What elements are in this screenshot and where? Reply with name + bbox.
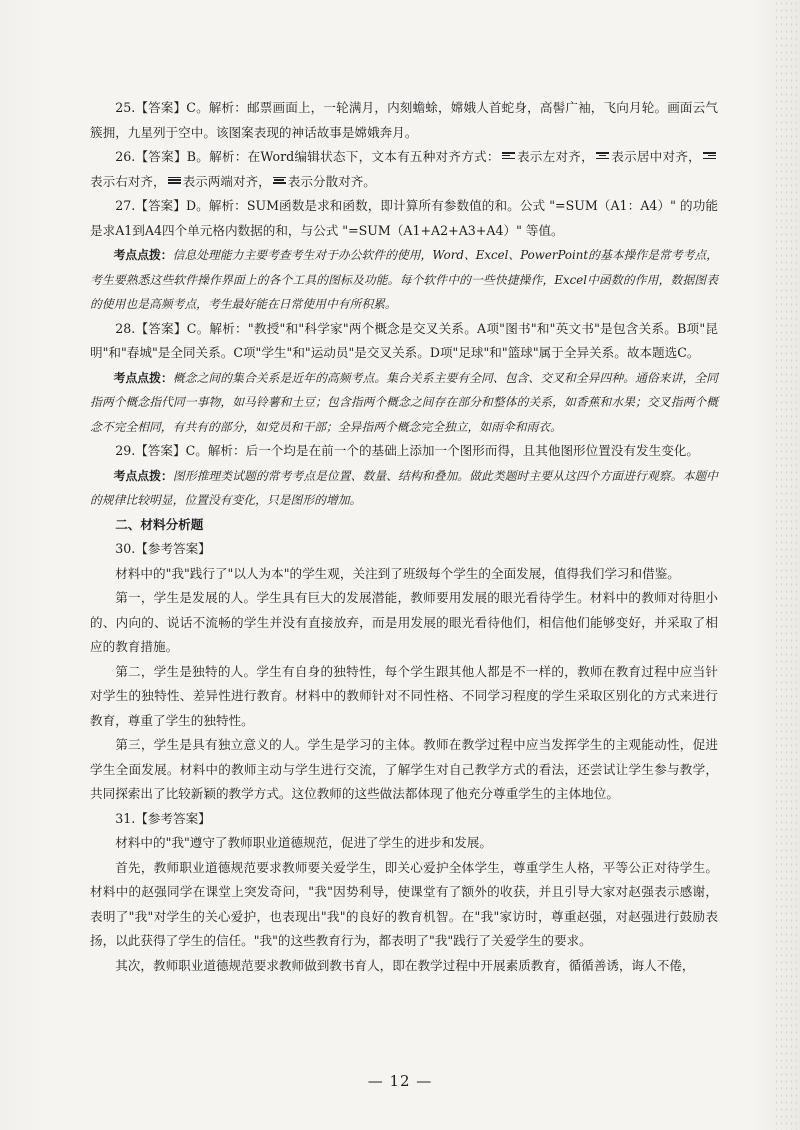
answer-29: 29.【答案】C。解析：后一个均是在前一个的基础上添加一个图形而得，且其他图形位置没有发生变化。 (115, 443, 699, 458)
answer-31-point-1: 首先，教师职业道德规范要求教师要关爱学生，即关心爱护全体学生，尊重学生人格，平等公正对待学生。材料中的赵强同学在课堂上突发奇问，"我"因势利导，使课堂有了额外的收获，并且引导大家对赵强表示感谢，表明了"我"对学生的关心爱护，也表现出"我"的良好的教育机智。在"我"家访时，尊重赵强，对赵强进行鼓励表扬，以此获得了学生的信任。"我"的这些教育行为，都表明了"我"践行了关爱学生的要求。 (90, 859, 718, 948)
section-heading-material-analysis: 二、材料分析题 (115, 516, 204, 532)
answer-30-point-3: 第三，学生是具有独立意义的人。学生是学习的主体。教师在教学过程中应当发挥学生的主观能动性，促进学生全面发展。材料中的教师主动与学生进行交流，了解学生对自己教学方式的看法，还尝试让学生参与教学，共同探索出了比较新颖的教学方式。这位教师的这些做法都体现了他充分尊重学生的主体地位。 (90, 737, 718, 801)
tip-29: 考点点拨：图形推理类试题的常考考点是位置、数量、结构和叠加。做此类题时主要从这四个方面进行观察。本题中的规律比较明显，位置没有变化，只是图形的增加。 (90, 468, 718, 507)
answer-30-heading: 30.【参考答案】 (115, 541, 211, 556)
answer-content (90, 96, 718, 978)
page-edge-shadow (774, 0, 800, 1130)
align-distributed-icon (273, 177, 286, 187)
align-justify-icon (168, 177, 181, 187)
answer-31-intro: 材料中的"我"遵守了教师职业道德规范，促进了学生的进步和发展。 (115, 835, 492, 850)
answer-26: 26.【答案】B。解析：在Word编辑状态下，文本有五种对齐方式： 表示左对齐， 表示居中对齐， 表示右对齐， 表示两端对齐， 表示分散对齐。 (90, 145, 718, 194)
answer-28: 28.【答案】C。解析："教授"和"科学家"两个概念是交叉关系。A项"图书"和"英文书"是包含关系。B项"昆明"和"春城"是全同关系。C项"学生"和"运动员"是交叉关系。D项"足球"和"篮球"属于全异关系。故本题选C。 (90, 320, 718, 360)
answer-27: 27.【答案】D。解析：SUM函数是求和函数，即计算所有参数值的和。公式 "=SUM（A1：A4）" 的功能是求A1到A4四个单元格内数据的和，与公式 "=SUM（A1+A2+A3+A4）" 等值。 (90, 198, 718, 238)
answer-30-point-1: 第一，学生是发展的人。学生具有巨大的发展潜能，教师要用发展的眼光看待学生。材料中的教师对待胆小的、内向的、说话不流畅的学生并没有直接放弃，而是用发展的眼光看待他们，相信他们能够变好，并采取了相应的教育措施。 (90, 590, 718, 654)
page-number: — 12 — (367, 1072, 433, 1090)
align-right-icon (703, 152, 716, 162)
answer-30-intro: 材料中的"我"践行了"以人为本"的学生观，关注到了班级每个学生的全面发展，值得我们学习和借鉴。 (115, 565, 680, 581)
tip-28: 考点点拨：概念之间的集合关系是近年的高频考点。集合关系主要有全同、包含、交叉和全异四种。通俗来讲，全同指两个概念指代同一事物，如马铃薯和土豆；包含指两个概念之间存在部分和整体的关系，如香蕉和水果；交叉指两个概念不完全相同，有共有的部分，如党员和干部；全异指两个概念完全独立，如雨伞和雨衣。 (90, 370, 718, 434)
answer-31-point-2: 其次，教师职业道德规范要求教师做到教书育人，即在教学过程中开展素质教育，循循善诱，诲人不倦， (115, 957, 695, 973)
align-left-icon (502, 152, 515, 162)
answer-31-heading: 31.【参考答案】 (115, 810, 211, 826)
answer-30-point-2: 第二，学生是独特的人。学生有自身的独特性，每个学生跟其他人都是不一样的，教师在教育过程中应当针对学生的独特性、差异性进行教育。材料中的教师针对不同性格、不同学习程度的学生采取区别化的方式来进行教育，尊重了学生的独特性。 (90, 663, 718, 728)
answer-25: 25.【答案】C。解析：邮票画面上，一轮满月，内刻蟾蜍，嫦娥人首蛇身，高髻广袖，飞向月轮。画面云气簇拥，九星列于空中。该图案表现的神话故事是嫦娥奔月。 (90, 100, 718, 140)
tip-27: 考点点拨：信息处理能力主要考查考生对于办公软件的使用，Word、Excel、PowerPoint的基本操作是常考考点，考生要熟悉这些软件操作界面上的各个工具的图标及功能。每个软件中的一些快捷操作，Excel中函数的作用，数据图表的使用也是高频考点，考生最好能在日常使用中有所积累。 (90, 248, 718, 311)
align-center-icon (596, 152, 609, 162)
